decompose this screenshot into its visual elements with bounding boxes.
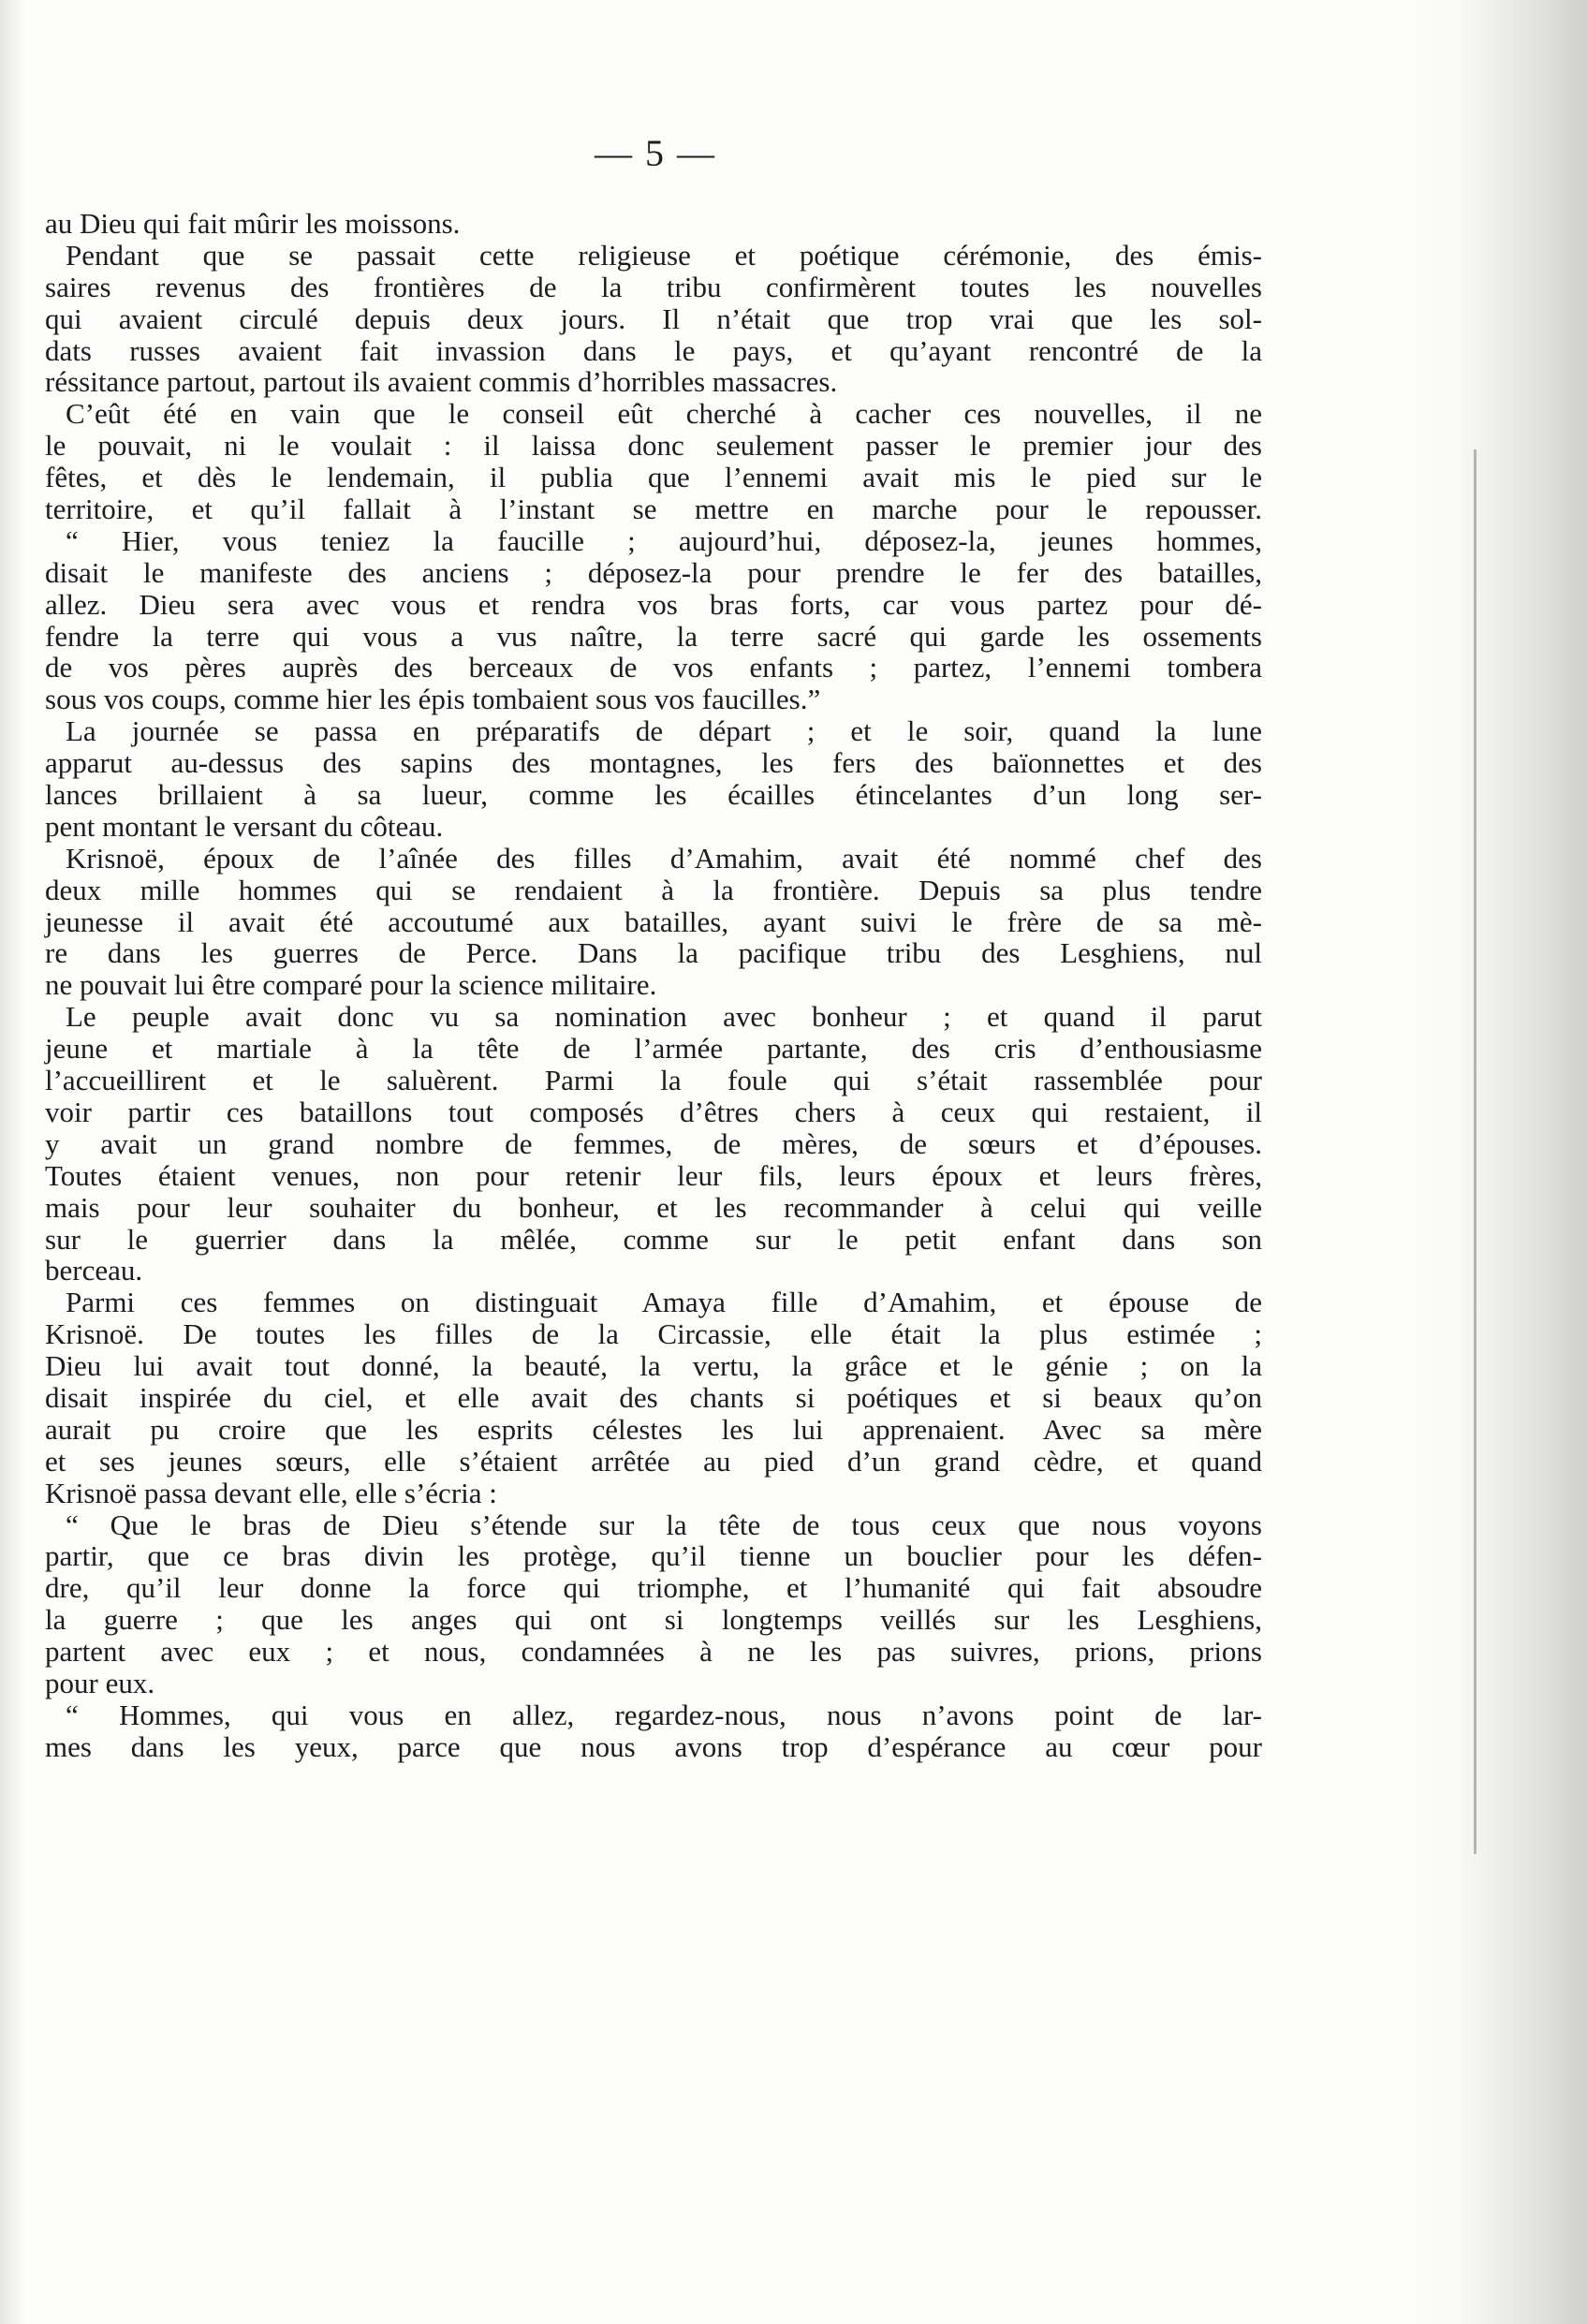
text-line: disait inspirée du ciel, et elle avait des chants si poétiques et si beaux qu’on bbox=[45, 1380, 1262, 1414]
text-line: “ Hier, vous teniez la faucille ; aujourd’hui, déposez-la, jeunes hommes, bbox=[66, 523, 1262, 557]
text-line: dats russes avaient fait invassion dans le pays, et qu’ayant rencontré de la bbox=[45, 333, 1262, 367]
text-line: pent montant le versant du côteau. bbox=[45, 809, 444, 843]
text-line: aurait pu croire que les esprits célestes les lui apprenaient. Avec sa mère bbox=[45, 1412, 1262, 1446]
page-fold-line bbox=[1474, 449, 1477, 1854]
text-line: mais pour leur souhaiter du bonheur, et les recommander à celui qui veille bbox=[45, 1190, 1262, 1224]
text-line: “ Hommes, qui vous en allez, regardez-nous, nous n’avons point de lar- bbox=[66, 1698, 1262, 1731]
text-line: qui avaient circulé depuis deux jours. Il n’était que trop vrai que les sol- bbox=[45, 302, 1262, 335]
text-line: deux mille hommes qui se rendaient à la frontière. Depuis sa plus tendre bbox=[45, 873, 1262, 906]
text-line: Le peuple avait donc vu sa nomination avec bonheur ; et quand il parut bbox=[66, 1000, 1262, 1034]
body-text bbox=[45, 208, 1262, 1763]
text-line: la guerre ; que les anges qui ont si longtemps veillés sur les Lesghiens, bbox=[45, 1603, 1262, 1637]
text-line: Toutes étaient venues, non pour retenir leur fils, leurs époux et leurs frères, bbox=[45, 1158, 1262, 1192]
text-line: sur le guerrier dans la mêlée, comme sur le petit enfant dans son bbox=[45, 1222, 1262, 1256]
text-line: re dans les guerres de Perce. Dans la pacifique tribu des Lesghiens, nul bbox=[45, 936, 1262, 970]
text-line: disait le manifeste des anciens ; déposez-la pour prendre le fer des batailles, bbox=[45, 555, 1262, 589]
text-line: réssitance partout, partout ils avaient commis d’horribles massacres. bbox=[45, 365, 838, 399]
text-line: Pendant que se passait cette religieuse et poétique cérémonie, des émis- bbox=[66, 238, 1262, 272]
text-line: jeunesse il avait été accoutumé aux batailles, ayant suivi le frère de sa mè- bbox=[45, 905, 1262, 938]
text-line: allez. Dieu sera avec vous et rendra vos bras forts, car vous partez pour dé- bbox=[45, 587, 1262, 621]
text-line: pour eux. bbox=[45, 1666, 155, 1699]
text-line: ne pouvait lui être comparé pour la science militaire. bbox=[45, 968, 657, 1002]
text-line: fendre la terre qui vous a vus naître, la terre sacré qui garde les ossements bbox=[45, 619, 1262, 653]
text-line: sous vos coups, comme hier les épis tombaient sous vos faucilles.” bbox=[45, 683, 821, 716]
text-line: fêtes, et dès le lendemain, il publia que l’ennemi avait mis le pied sur le bbox=[45, 461, 1262, 494]
text-line: au Dieu qui fait mûrir les moissons. bbox=[45, 207, 461, 240]
text-line: lances brillaient à sa lueur, comme les écailles étincelantes d’un long ser- bbox=[45, 778, 1262, 812]
text-line: Dieu lui avait tout donné, la beauté, la vertu, la grâce et le génie ; on la bbox=[45, 1349, 1262, 1383]
text-line: saires revenus des frontières de la tribu confirmèrent toutes les nouvelles bbox=[45, 270, 1262, 303]
text-line: le pouvait, ni le voulait : il laissa donc seulement passer le premier jour des bbox=[45, 429, 1262, 463]
text-line: Krisnoë, époux de l’aînée des filles d’Amahim, avait été nommé chef des bbox=[66, 841, 1262, 875]
text-line: partir, que ce bras divin les protège, qu’il tienne un bouclier pour les défen- bbox=[45, 1539, 1262, 1573]
text-line: C’eût été en vain que le conseil eût cherché à cacher ces nouvelles, il ne bbox=[66, 397, 1262, 431]
text-line: Parmi ces femmes on distinguait Amaya fille d’Amahim, et épouse de bbox=[66, 1286, 1262, 1319]
text-line: partent avec eux ; et nous, condamnées à ne les pas suivres, prions, prions bbox=[45, 1635, 1262, 1669]
text-line: voir partir ces bataillons tout composés d’êtres chers à ceux qui restaient, il bbox=[45, 1095, 1262, 1128]
scan-shadow-left bbox=[0, 0, 26, 2324]
text-line: mes dans les yeux, parce que nous avons trop d’espérance au cœur pour bbox=[45, 1729, 1262, 1763]
text-line: Krisnoë passa devant elle, elle s’écria : bbox=[45, 1476, 497, 1509]
text-line: La journée se passa en préparatifs de départ ; et le soir, quand la lune bbox=[66, 714, 1262, 748]
text-line: y avait un grand nombre de femmes, de mères, de sœurs et d’épouses. bbox=[45, 1126, 1262, 1160]
text-line: de vos pères auprès des berceaux de vos enfants ; partez, l’ennemi tombera bbox=[45, 651, 1262, 684]
text-line: l’accueillirent et le saluèrent. Parmi la foule qui s’était rassemblée pour bbox=[45, 1064, 1262, 1097]
text-line: Krisnoë. De toutes les filles de la Circassie, elle était la plus estimée ; bbox=[45, 1317, 1262, 1351]
scan-shadow-right bbox=[1390, 0, 1587, 2324]
text-line: berceau. bbox=[45, 1254, 143, 1287]
text-line: dre, qu’il leur donne la force qui triomphe, et l’humanité qui fait absoudre bbox=[45, 1571, 1262, 1605]
text-line: et ses jeunes sœurs, elle s’étaient arrêtée au pied d’un grand cèdre, et quand bbox=[45, 1444, 1262, 1478]
page-number: — 5 — bbox=[595, 132, 716, 174]
text-line: jeune et martiale à la tête de l’armée partante, des cris d’enthousiasme bbox=[45, 1032, 1262, 1066]
text-line: “ Que le bras de Dieu s’étende sur la tête de tous ceux que nous voyons bbox=[66, 1508, 1262, 1541]
text-line: territoire, et qu’il fallait à l’instant se mettre en marche pour le repousser. bbox=[45, 493, 1262, 526]
text-line: apparut au-dessus des sapins des montagnes, les fers des baïonnettes et des bbox=[45, 746, 1262, 780]
